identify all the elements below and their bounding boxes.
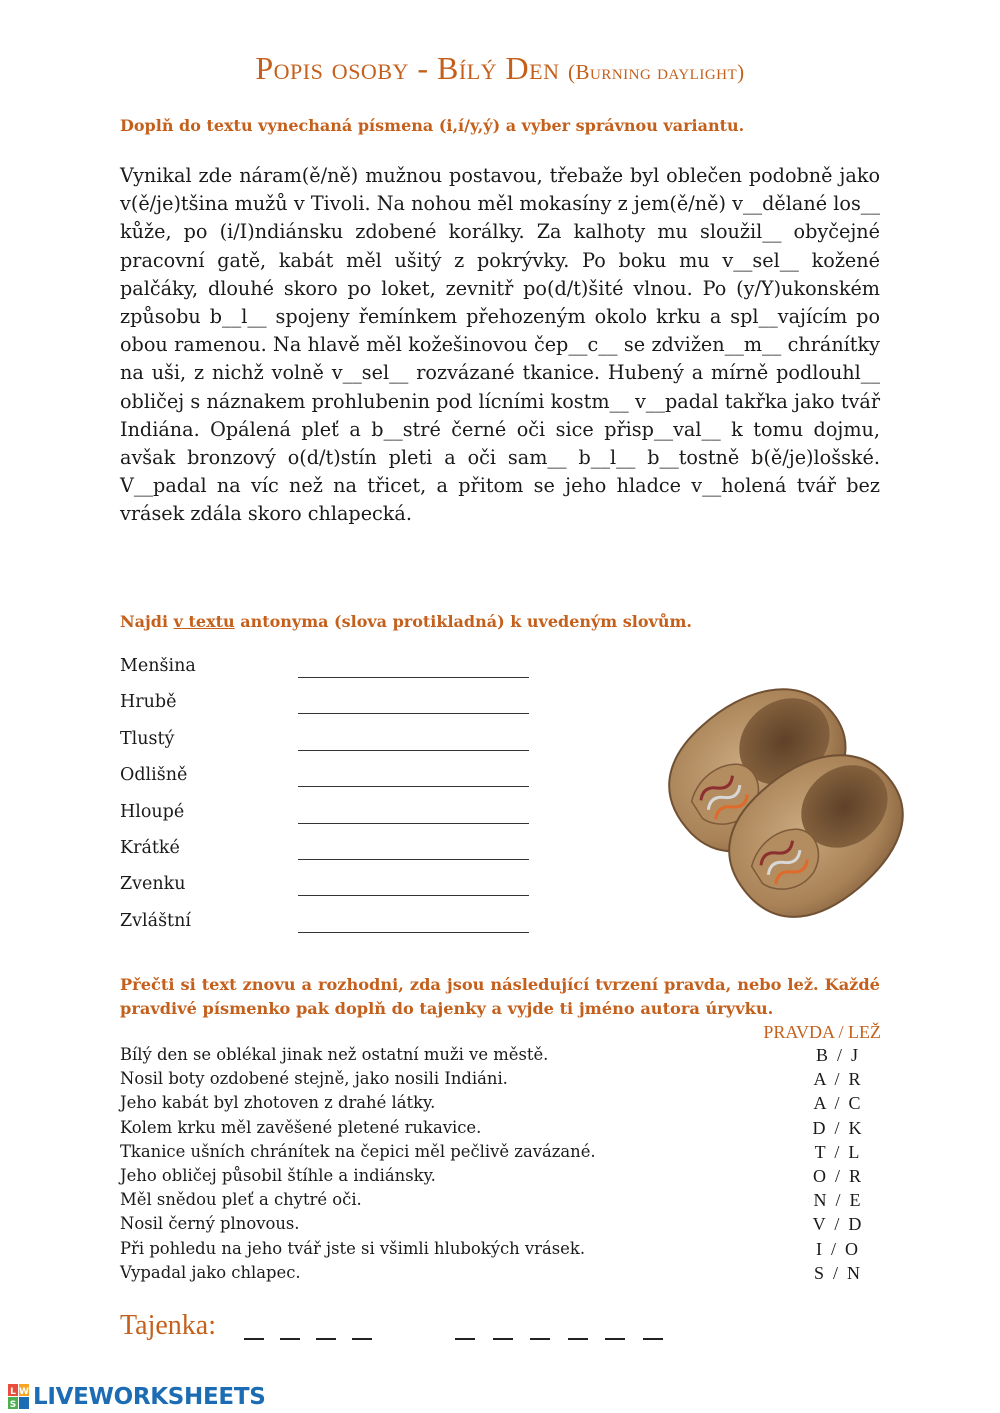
svg-text:S: S xyxy=(9,1400,17,1410)
statement-text: Nosil boty ozdobené stejně, jako nosili Indiáni. xyxy=(120,1069,508,1089)
statement-row xyxy=(120,1093,880,1117)
moccasins-illustration xyxy=(646,650,906,932)
task2-instruction-part: Najdi xyxy=(120,612,174,631)
statement-answer-options[interactable]: S / N xyxy=(813,1262,860,1283)
statement-text: Při pohledu na jeho tvář jste si všimli hlubokých vrásek. xyxy=(120,1238,586,1258)
antonym-row xyxy=(120,874,540,910)
svg-text:L: L xyxy=(10,1387,16,1397)
task2-instruction xyxy=(120,612,692,631)
statement-answer-options[interactable]: V / D xyxy=(812,1214,862,1235)
antonym-word: Zvláštní xyxy=(120,910,191,931)
page-title xyxy=(0,50,1000,87)
logo-text: LIVEWORKSHEETS xyxy=(33,1384,266,1410)
antonym-row xyxy=(120,656,540,692)
tajenka-label: Tajenka: xyxy=(120,1310,216,1341)
tajenka-blank[interactable] xyxy=(244,1338,264,1340)
answer-line[interactable] xyxy=(298,823,529,824)
antonym-row xyxy=(120,802,540,838)
tajenka-blank[interactable] xyxy=(568,1338,588,1340)
title-main: Popis osoby - Bílý Den xyxy=(255,50,560,86)
tajenka-blank[interactable] xyxy=(352,1338,372,1340)
statement-text: Vypadal jako chlapec. xyxy=(120,1262,301,1282)
answer-line[interactable] xyxy=(298,895,529,896)
statement-row xyxy=(120,1045,880,1069)
statement-row xyxy=(120,1239,880,1263)
statement-answer-options[interactable]: B / J xyxy=(815,1045,858,1065)
answer-line[interactable] xyxy=(298,713,529,714)
answer-line[interactable] xyxy=(298,859,529,860)
statement-list xyxy=(120,1045,880,1287)
liveworksheets-logo xyxy=(8,1381,265,1413)
statement-row xyxy=(120,1142,880,1166)
tajenka-blank[interactable] xyxy=(605,1338,625,1340)
answer-line[interactable] xyxy=(298,786,529,787)
statement-answer-options[interactable]: A / R xyxy=(813,1069,861,1090)
statement-row xyxy=(120,1263,880,1287)
tajenka-blank[interactable] xyxy=(493,1338,513,1340)
cloze-paragraph: Vynikal zde náram(ě/ně) mužnou postavou, třebaže byl oblečen podobně jako v(ě/je)tšina mužů v Tivoli. Na nohou měl mokasíny z jem(ě/ně) v__dělané los__ kůže, po (i/I)ndiánsku zdobené korálky. Za kalhoty mu sloužil__ obyčejné pracovní gatě, kabát měl ušitý z pokrývky. Po boku mu v__sel__ kožené palčáky, dlouhé skoro po loket, zevnitř po(d/t)šité vlnou. Po (y/Y)ukonském způsobu b__l__ spojeny řemínkem přehozeným okolo krku a spl__vajícím po obou ramenou. Na hlavě měl kožešinovou čep__c__ se zdvižen__m__ chránítky na uši, z nichž volně v__sel__ rozvázané tkanice. Hubený a mírně podlouhl__ obličej s náznakem prohlubenin pod lícními kostm__ v__padal takřka jako tvář Indiána. Opálená pleť a b__stré černé oči sice přisp__val__ k tomu dojmu, avšak bronzový o(d/t)stín pleti a oči sam__ b__l__ b__tostně b(ě/je)lošské. V__padal na víc než na třicet, a přitom se jeho hladce v__holená tvář bez vrásek zdála skoro chlapecká. xyxy=(120,164,880,526)
tajenka-blank[interactable] xyxy=(316,1338,336,1340)
answer-line[interactable] xyxy=(298,750,529,751)
task1-instruction: Doplň do textu vynechaná písmena (i,í/y,ý) a vyber správnou variantu. xyxy=(120,116,745,135)
answer-line[interactable] xyxy=(298,932,529,933)
antonym-list xyxy=(120,656,540,947)
statement-answer-options[interactable]: A / C xyxy=(813,1093,861,1114)
statement-row xyxy=(120,1214,880,1238)
statement-text: Jeho obličej působil štíhle a indiánsky. xyxy=(120,1165,436,1185)
statement-answer-options[interactable]: I / O xyxy=(816,1238,858,1259)
antonym-word: Krátké xyxy=(120,837,180,858)
statement-row xyxy=(120,1069,880,1093)
antonym-row xyxy=(120,692,540,728)
tajenka-blank[interactable] xyxy=(530,1338,550,1340)
statement-text: Tkanice ušních chránítek na čepici měl pečlivě zavázané. xyxy=(120,1141,596,1161)
moccasins-image xyxy=(646,650,906,932)
true-false-header: PRAVDA / LEŽ xyxy=(763,1022,881,1042)
statement-text: Nosil černý plnovous. xyxy=(120,1214,300,1234)
antonym-word: Zvenku xyxy=(120,874,186,895)
statement-text: Bílý den se oblékal jinak než ostatní muži ve městě. xyxy=(120,1045,549,1064)
task2-instruction-part: antonyma (slova protikladná) k uvedeným slovům. xyxy=(234,612,692,631)
statement-row xyxy=(120,1118,880,1142)
antonym-word: Hloupé xyxy=(120,801,185,822)
antonym-word: Hrubě xyxy=(120,692,177,713)
task3-instruction: Přečti si text znovu a rozhodni, zda jsou následující tvrzení pravda, nebo lež. Každé pravdivé písmenko pak doplň do tajenky a vyjde ti jméno autora úryvku. xyxy=(120,975,880,1018)
svg-text:W: W xyxy=(19,1387,29,1397)
answer-line[interactable] xyxy=(298,677,529,678)
antonym-row xyxy=(120,838,540,874)
antonym-row xyxy=(120,911,540,947)
tajenka-blank[interactable] xyxy=(455,1338,475,1340)
statement-answer-options[interactable]: N / E xyxy=(813,1190,861,1211)
liveworksheets-logo-icon xyxy=(8,1384,30,1410)
statement-answer-options[interactable]: O / R xyxy=(812,1165,861,1186)
antonym-row xyxy=(120,729,540,765)
statement-text: Měl snědou pleť a chytré oči. xyxy=(120,1190,362,1210)
task2-instruction-underlined: v textu xyxy=(173,612,235,631)
statement-text: Kolem krku měl zavěšené pletené rukavice. xyxy=(120,1117,482,1137)
antonym-row xyxy=(120,765,540,801)
statement-answer-options[interactable]: T / L xyxy=(814,1141,860,1162)
title-sub: (Burning daylight) xyxy=(567,60,745,84)
statement-row xyxy=(120,1166,880,1190)
statement-row xyxy=(120,1190,880,1214)
tajenka-blank[interactable] xyxy=(280,1338,300,1340)
statement-answer-options[interactable]: D / K xyxy=(812,1117,862,1138)
statement-text: Jeho kabát byl zhotoven z drahé látky. xyxy=(120,1093,436,1113)
antonym-word: Tlustý xyxy=(120,728,175,749)
antonym-word: Menšina xyxy=(120,656,196,676)
tajenka-blank[interactable] xyxy=(643,1338,663,1340)
antonym-word: Odlišně xyxy=(120,765,188,786)
